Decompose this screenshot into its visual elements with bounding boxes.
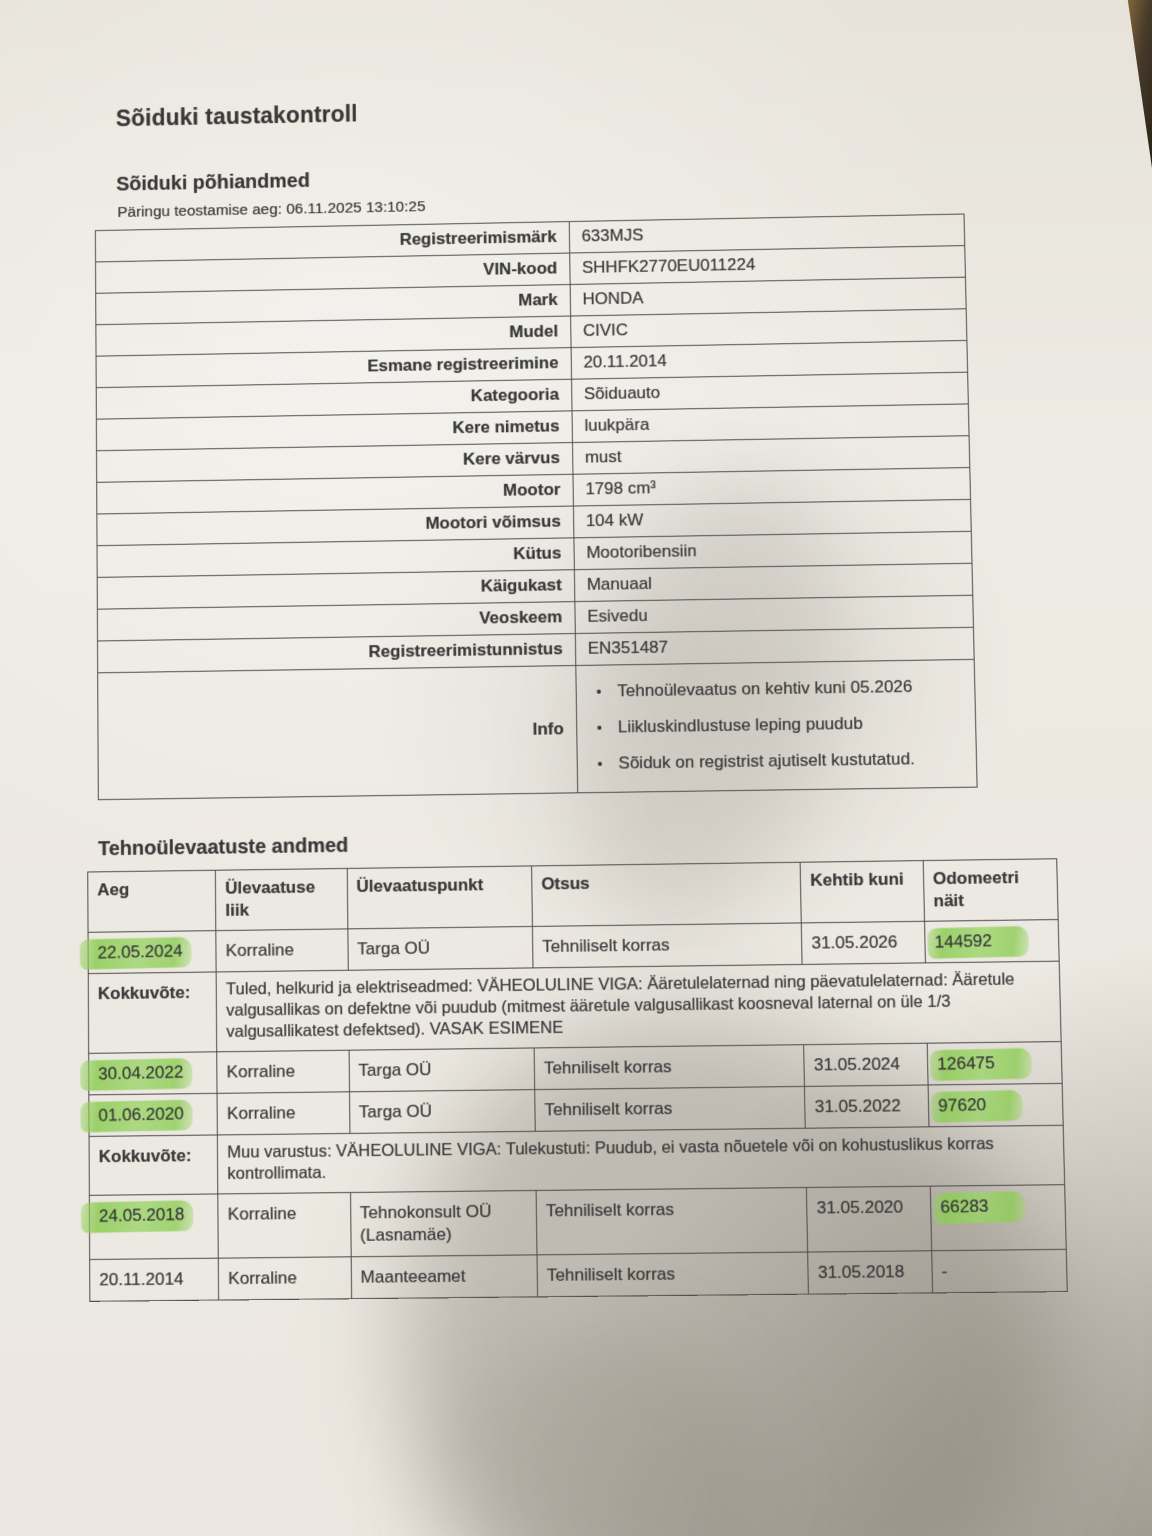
- info-text: Sõiduk on registrist ajutiselt kustutatud.: [618, 749, 916, 773]
- cell-date: [89, 1093, 218, 1136]
- summary-label: Kokkuvõte:: [89, 1135, 218, 1195]
- highlight-mark: 144592: [927, 926, 1029, 959]
- summary-row: [89, 1125, 1065, 1195]
- field-value: 633MJS: [569, 214, 965, 253]
- field-label: Registreerimismärk: [95, 222, 569, 262]
- highlight-mark: 24.05.2018: [81, 1200, 194, 1233]
- summary-label: Kokkuvõte:: [88, 972, 217, 1053]
- inspections-section-heading: Tehnoülevaatuste andmed: [98, 834, 349, 861]
- field-value: SHHFK2770EU011224: [569, 246, 965, 285]
- column-header-otsus: Otsus: [531, 862, 801, 926]
- field-value: luukpära: [572, 404, 969, 443]
- cell-odometer: -: [931, 1249, 1067, 1293]
- cell-odometer: [924, 920, 1059, 963]
- field-value: EN351487: [575, 627, 974, 665]
- info-item: [591, 740, 968, 782]
- cell-type: Korraline: [219, 1257, 352, 1300]
- cell-decision: Tehniliselt korras: [532, 923, 802, 968]
- vehicle-section-heading: Sõiduki põhiandmed: [116, 170, 310, 196]
- field-value: HONDA: [570, 277, 966, 316]
- cell-odometer: [928, 1083, 1063, 1126]
- field-value: Manuaal: [574, 563, 973, 601]
- info-row: [98, 659, 977, 799]
- highlight-mark: 30.04.2022: [80, 1058, 193, 1091]
- cell-valid-until: 31.05.2022: [805, 1085, 929, 1128]
- field-label: VIN-kood: [96, 253, 570, 293]
- bullet-icon: •: [596, 683, 602, 700]
- field-value: 20.11.2014: [571, 340, 968, 379]
- bullet-icon: •: [596, 719, 602, 736]
- field-label: Käigukast: [97, 570, 574, 609]
- field-label: Info: [98, 666, 578, 800]
- field-value: Mootoribensiin: [574, 531, 972, 569]
- cell-odometer: [927, 1042, 1062, 1085]
- summary-row: [88, 961, 1061, 1053]
- field-value: must: [572, 436, 970, 475]
- field-label: Mudel: [96, 316, 571, 356]
- cell-decision: Tehniliselt korras: [536, 1188, 808, 1255]
- inspections-table: [87, 858, 1068, 1302]
- cell-station: Targa OÜ: [347, 926, 532, 970]
- inspection-row: [89, 1185, 1066, 1260]
- column-header-aeg: Aeg: [88, 870, 216, 932]
- cell-valid-until: 31.05.2026: [801, 921, 925, 964]
- column-header-punkt: Ülevaatuspunkt: [347, 866, 532, 929]
- inspection-row: [90, 1249, 1068, 1301]
- summary-text: Muu varustus: VÄHEOLULINE VIGA: Tulekustuti: Puudub, ei vasta nõuetele või on kohustuslikus korras kontrollimata.: [218, 1125, 1065, 1194]
- column-header-odomeeter: Odomeetri näit: [923, 859, 1058, 922]
- cell-type: Korraline: [217, 1092, 349, 1135]
- highlight-mark: 01.06.2020: [80, 1100, 193, 1133]
- cell-valid-until: 31.05.2018: [808, 1251, 933, 1294]
- cell-station: Targa OÜ: [349, 1090, 535, 1134]
- summary-text: Tuled, helkurid ja elektriseadmed: VÄHEOLULINE VIGA: Ääretulelaternad ning päevatulelaternad: Ääretule valgusallikas on defektne või puudub (mitmest ääretule valgusallikast koosneval laternal on üle 1/3 valgusallikatest defektsed). VASAK ESIMENE: [216, 961, 1061, 1052]
- field-label: Veoskeem: [97, 602, 575, 641]
- highlight-mark: 97620: [930, 1090, 1023, 1123]
- cell-station: Targa OÜ: [349, 1048, 535, 1092]
- highlight-mark: 22.05.2024: [79, 937, 191, 970]
- info-item: [591, 704, 968, 746]
- field-value: 1798 cm³: [573, 468, 971, 507]
- field-label: Esmane registreerimine: [96, 348, 571, 388]
- field-value: CIVIC: [570, 309, 967, 348]
- cell-valid-until: 31.05.2024: [804, 1043, 928, 1086]
- page-title: Sõiduki taustakontroll: [115, 100, 358, 132]
- field-value: Sõiduauto: [571, 372, 968, 411]
- cell-date: [89, 1194, 218, 1260]
- info-list: [575, 659, 977, 792]
- vehicle-data-table: [95, 214, 978, 801]
- field-value: Esivedu: [575, 595, 974, 633]
- cell-date: [89, 1052, 218, 1095]
- cell-date: 20.11.2014: [90, 1258, 219, 1301]
- field-label: Kategooria: [96, 379, 571, 419]
- bullet-icon: •: [597, 755, 603, 772]
- cell-decision: Tehniliselt korras: [537, 1252, 809, 1297]
- field-label: Kere nimetus: [96, 411, 572, 451]
- cell-station: Tehnokonsult OÜ (Lasnamäe): [350, 1190, 537, 1256]
- highlight-mark: 126475: [929, 1048, 1031, 1081]
- cell-date: [88, 931, 216, 974]
- field-label: Registreerimistunnistus: [98, 634, 576, 673]
- document-page: [1, 0, 1152, 1536]
- field-value: 104 kW: [573, 499, 971, 537]
- field-label: Mark: [96, 285, 571, 325]
- cell-station: Maanteeamet: [351, 1255, 538, 1299]
- highlight-mark: 66283: [933, 1191, 1026, 1224]
- field-label: Mootor: [97, 474, 573, 514]
- query-timestamp: Päringu teostamise aeg: 06.11.2025 13:10:25: [117, 198, 426, 221]
- field-label: Mootori võimsus: [97, 506, 574, 546]
- cell-decision: Tehniliselt korras: [534, 1045, 805, 1090]
- cell-type: Korraline: [216, 929, 348, 972]
- info-item: [590, 668, 967, 710]
- cell-decision: Tehniliselt korras: [535, 1086, 806, 1131]
- cell-odometer: [930, 1185, 1066, 1251]
- field-label: Kütus: [97, 538, 574, 578]
- cell-type: Korraline: [218, 1192, 351, 1258]
- info-text: Tehnoülevaatus on kehtiv kuni 05.2026: [617, 676, 913, 701]
- cell-valid-until: 31.05.2020: [807, 1186, 932, 1252]
- column-header-liik: Ülevaatuse liik: [216, 868, 348, 930]
- cell-type: Korraline: [217, 1050, 349, 1093]
- column-header-kehtib: Kehtib kuni: [800, 861, 924, 923]
- field-label: Kere värvus: [97, 443, 573, 483]
- info-text: Liikluskindlustuse leping puudub: [617, 713, 863, 737]
